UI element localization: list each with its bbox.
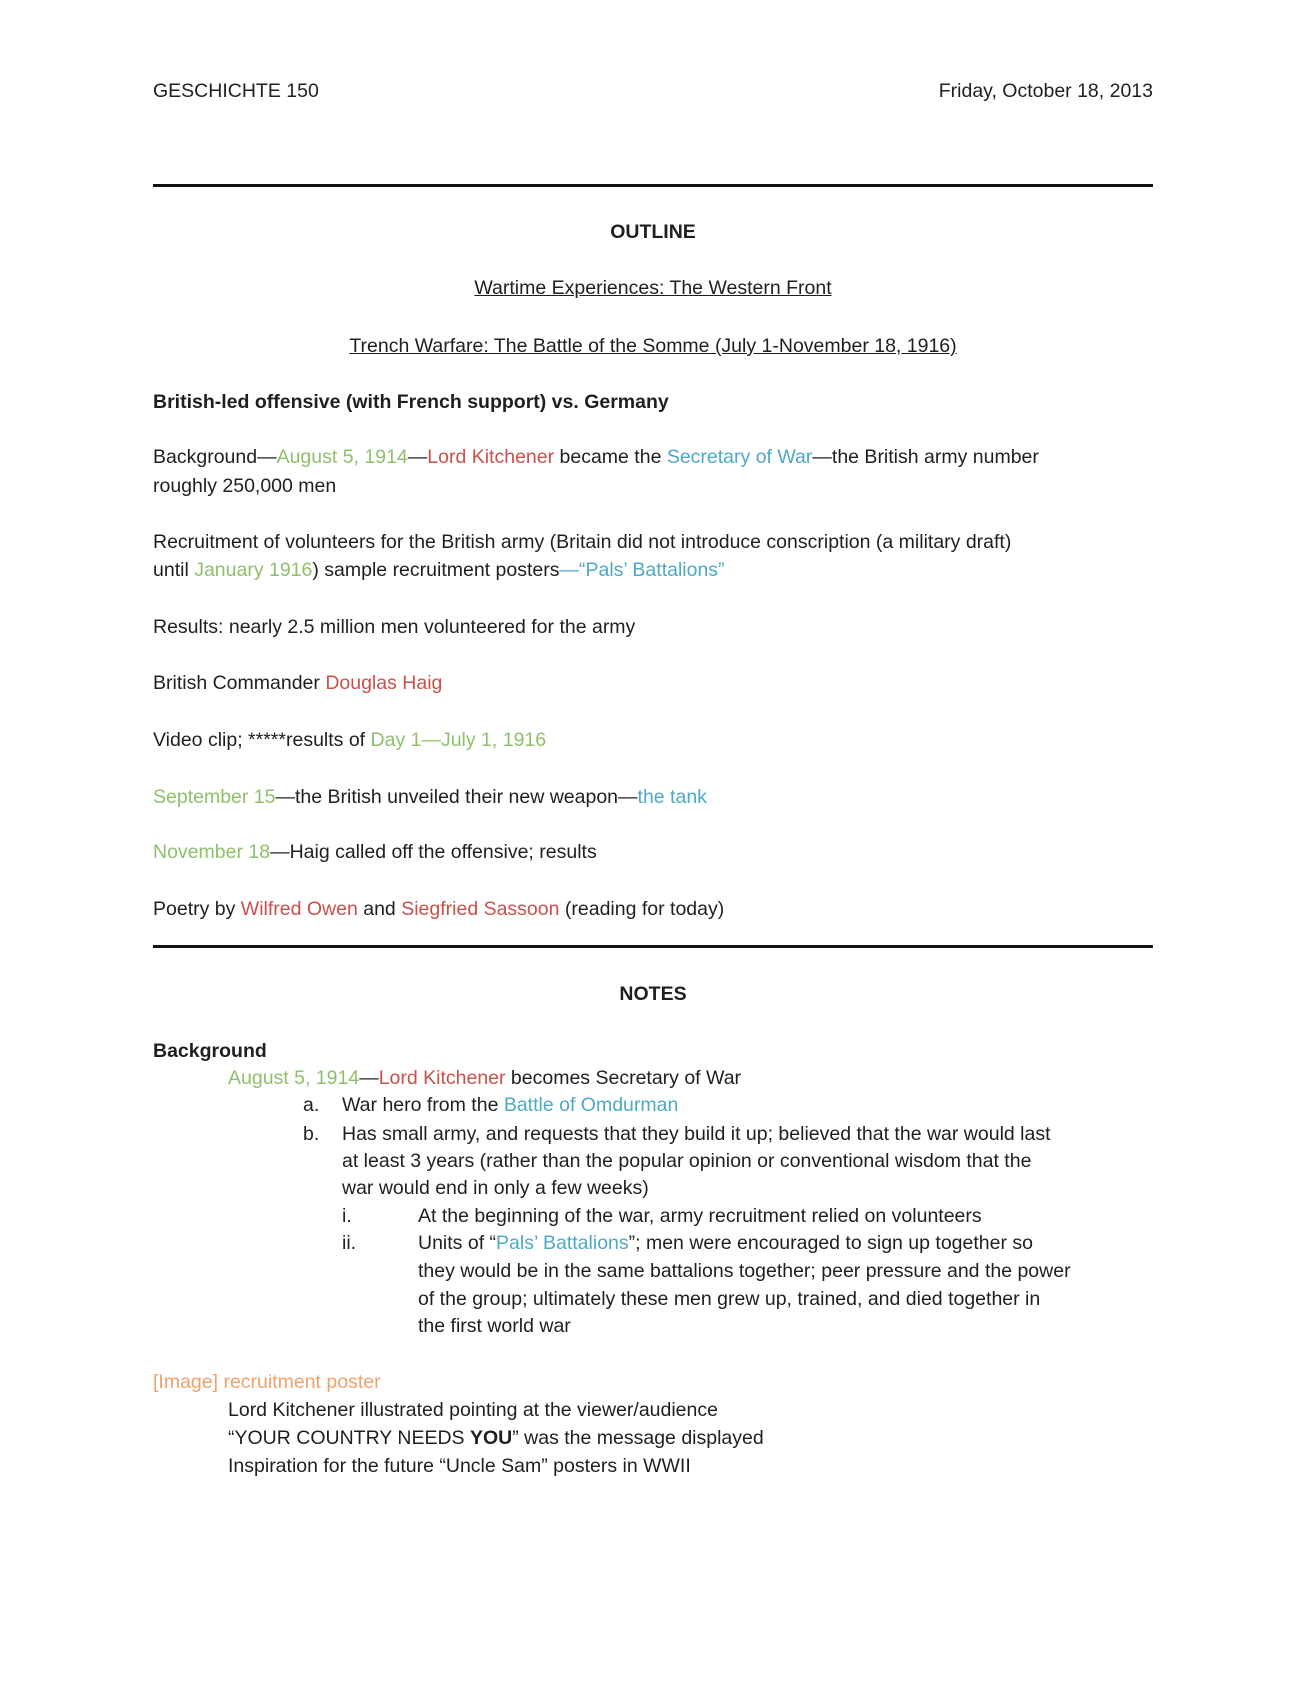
text: British Commander bbox=[153, 672, 326, 694]
text: —the British unveiled their new weapon— bbox=[275, 786, 638, 808]
text: “YOUR COUNTRY NEEDS bbox=[228, 1427, 470, 1449]
outline-subtitle-text: Trench Warfare: The Battle of the Somme (July 1-November 18, 1916) bbox=[349, 335, 957, 357]
notes-item-a bbox=[342, 1091, 678, 1119]
middle-divider bbox=[153, 945, 1153, 948]
notes-item-ii-line-1 bbox=[418, 1229, 1033, 1257]
text: — bbox=[359, 1067, 379, 1089]
outline-results-line: Results: nearly 2.5 million men volunteered for the army bbox=[153, 616, 636, 638]
notes-item-ii-line-4: the first world war bbox=[418, 1315, 571, 1337]
person-highlight: Lord Kitchener bbox=[378, 1067, 506, 1089]
image-note-line-1: Lord Kitchener illustrated pointing at the viewer/audience bbox=[228, 1399, 718, 1421]
outline-recruitment-line-2 bbox=[153, 556, 1153, 584]
outline-title bbox=[153, 274, 1153, 302]
list-marker: b. bbox=[303, 1123, 320, 1145]
image-placeholder-label: [Image] recruitment poster bbox=[153, 1371, 381, 1393]
outline-title-text: Wartime Experiences: The Western Front bbox=[474, 277, 832, 299]
text: —Haig called off the offensive; results bbox=[270, 841, 597, 863]
image-note-line-3: Inspiration for the future “Uncle Sam” posters in WWII bbox=[228, 1455, 691, 1477]
notes-section-background: Background bbox=[153, 1040, 267, 1062]
list-marker: a. bbox=[303, 1094, 320, 1116]
term-highlight: Secretary of War bbox=[666, 446, 813, 468]
person-highlight: Douglas Haig bbox=[325, 672, 443, 694]
outline-commander-line bbox=[153, 669, 1153, 697]
person-highlight: Siegfried Sassoon bbox=[401, 898, 560, 920]
text: Background— bbox=[153, 446, 277, 468]
top-divider bbox=[153, 184, 1153, 187]
outline-tank-line bbox=[153, 783, 1153, 811]
list-marker: i. bbox=[342, 1205, 352, 1227]
outline-haig-line bbox=[153, 838, 1153, 866]
text: War hero from the bbox=[342, 1094, 504, 1116]
outline-poetry-line bbox=[153, 895, 1153, 923]
text: Video clip; *****results of bbox=[153, 729, 371, 751]
term-highlight: Battle of Omdurman bbox=[503, 1094, 679, 1116]
text: ”; men were encouraged to sign up together so bbox=[628, 1232, 1033, 1254]
lecture-date: Friday, October 18, 2013 bbox=[938, 80, 1153, 102]
person-highlight: Wilfred Owen bbox=[240, 898, 358, 920]
date-highlight: November 18 bbox=[153, 841, 271, 863]
notes-item-ii-line-3: of the group; ultimately these men grew up, trained, and died together in bbox=[418, 1288, 1041, 1310]
text: until bbox=[153, 559, 195, 581]
emphasis: YOU bbox=[469, 1427, 513, 1449]
notes-item-b-line-3: war would end in only a few weeks) bbox=[342, 1177, 649, 1199]
outline-video-line bbox=[153, 726, 1153, 754]
text: — bbox=[407, 446, 428, 468]
notes-entry-line bbox=[228, 1064, 741, 1092]
date-highlight: Day 1—July 1, 1916 bbox=[370, 729, 547, 751]
text: Units of “ bbox=[418, 1232, 497, 1254]
date-highlight: August 5, 1914 bbox=[228, 1067, 360, 1089]
date-highlight: September 15 bbox=[153, 786, 276, 808]
text: —the British army number bbox=[812, 446, 1039, 468]
person-highlight: Lord Kitchener bbox=[427, 446, 555, 468]
outline-recruitment-line: Recruitment of volunteers for the British army (Britain did not introduce conscription (a military draft) bbox=[153, 531, 1012, 553]
outline-heading: OUTLINE bbox=[610, 221, 696, 243]
notes-heading: NOTES bbox=[619, 983, 687, 1005]
text: becomes Secretary of War bbox=[505, 1067, 742, 1089]
notes-item-b-line-1: Has small army, and requests that they build it up; believed that the war would last bbox=[342, 1123, 1051, 1145]
notes-item-i: At the beginning of the war, army recruitment relied on volunteers bbox=[418, 1205, 982, 1227]
term-highlight: —“Pals’ Battalions” bbox=[559, 559, 725, 581]
outline-background-line bbox=[153, 443, 1153, 471]
text: ) sample recruitment posters bbox=[312, 559, 560, 581]
outline-background-line-2: roughly 250,000 men bbox=[153, 475, 337, 497]
text: ” was the message displayed bbox=[512, 1427, 764, 1449]
term-highlight: the tank bbox=[637, 786, 707, 808]
notes-item-ii-line-2: they would be in the same battalions together; peer pressure and the power bbox=[418, 1260, 1071, 1282]
date-highlight: August 5, 1914 bbox=[276, 446, 408, 468]
date-highlight: January 1916 bbox=[194, 559, 313, 581]
text: (reading for today) bbox=[559, 898, 725, 920]
text: Poetry by bbox=[153, 898, 241, 920]
course-code: GESCHICHTE 150 bbox=[153, 80, 319, 102]
text: became the bbox=[554, 446, 667, 468]
image-note-line-2 bbox=[228, 1424, 764, 1452]
list-marker: ii. bbox=[342, 1232, 357, 1254]
notes-item-b-line-2: at least 3 years (rather than the popular opinion or conventional wisdom that the bbox=[342, 1150, 1032, 1172]
term-highlight: Pals’ Battalions bbox=[496, 1232, 629, 1254]
outline-subtitle bbox=[153, 332, 1153, 360]
outline-lead: British-led offensive (with French support) vs. Germany bbox=[153, 391, 669, 413]
text: and bbox=[357, 898, 402, 920]
